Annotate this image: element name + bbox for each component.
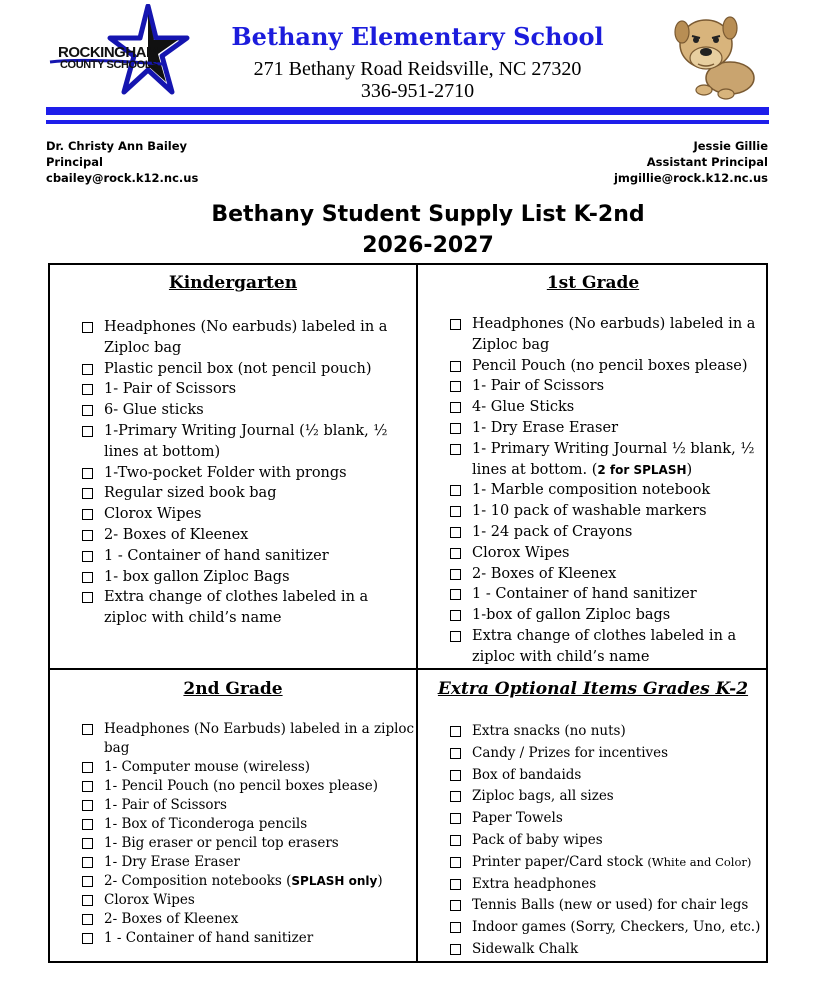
checkbox-icon[interactable]: [450, 726, 461, 737]
checkbox-icon[interactable]: [450, 922, 461, 933]
item-text: [472, 723, 626, 739]
checklist-item: [450, 939, 760, 961]
item-emphasis: SPLASH only: [291, 874, 378, 888]
principal-email[interactable]: cbailey@rock.k12.nc.us: [46, 171, 199, 185]
checkbox-icon[interactable]: [82, 914, 93, 925]
optional-items-list: [450, 721, 760, 961]
checklist-item: [82, 483, 387, 504]
checkbox-icon[interactable]: [450, 835, 461, 846]
item-text: [104, 892, 195, 908]
item-label: 2- Boxes of Kleenex: [104, 911, 239, 927]
checkbox-icon[interactable]: [450, 548, 461, 559]
item-text: [472, 854, 751, 870]
checkbox-icon[interactable]: [450, 319, 461, 330]
checkbox-icon[interactable]: [450, 402, 461, 413]
checklist-item: [82, 929, 414, 948]
checklist-item: [450, 439, 755, 481]
item-label: 1- 24 pack of Crayons: [472, 523, 633, 540]
checklist-item: [82, 400, 387, 421]
item-label: 1- Computer mouse (wireless): [104, 759, 311, 775]
checkbox-icon[interactable]: [82, 530, 93, 541]
checklist-item: [450, 584, 755, 605]
checklist-item: [82, 891, 414, 910]
item-continuation-text: bag: [104, 740, 130, 756]
assistant-principal-email[interactable]: jmgillie@rock.k12.nc.us: [613, 171, 768, 185]
checklist-item: [450, 356, 755, 377]
checkbox-icon[interactable]: [450, 527, 461, 538]
item-emphasis: 2 for SPLASH: [597, 462, 687, 477]
checkbox-icon[interactable]: [450, 900, 461, 911]
checkbox-icon[interactable]: [82, 800, 93, 811]
checklist-item: [450, 543, 755, 564]
checkbox-icon[interactable]: [82, 572, 93, 583]
item-label: 1-Primary Writing Journal (½ blank, ½: [104, 422, 388, 439]
item-text: [104, 548, 329, 564]
checkbox-icon[interactable]: [82, 364, 93, 375]
item-text: [104, 721, 414, 737]
second-grade-heading: 2nd Grade: [183, 679, 283, 699]
checklist-item: [450, 917, 760, 939]
item-text: [472, 919, 760, 935]
checklist-item: [450, 626, 755, 668]
checkbox-icon[interactable]: [450, 748, 461, 759]
checkbox-icon[interactable]: [450, 879, 461, 890]
item-label: 1- Big eraser or pencil top erasers: [104, 835, 339, 851]
checklist-item: [82, 815, 414, 834]
item-text: [104, 797, 227, 813]
item-continuation: [472, 647, 755, 668]
checkbox-icon[interactable]: [450, 770, 461, 781]
checklist-item: [82, 777, 414, 796]
checklist-item: [82, 758, 414, 777]
item-text: [472, 441, 754, 457]
checkbox-icon[interactable]: [450, 569, 461, 580]
item-text: [104, 930, 313, 946]
item-label: 1- Primary Writing Journal ½ blank, ½: [472, 440, 755, 457]
checkbox-icon[interactable]: [450, 485, 461, 496]
item-text: [472, 876, 596, 892]
checklist-item: [450, 830, 760, 852]
kindergarten-cell: [50, 265, 416, 668]
checklist-item: [82, 720, 414, 758]
item-text: [472, 358, 748, 374]
item-label: 2- Boxes of Kleenex: [472, 565, 617, 582]
item-continuation: [472, 460, 755, 481]
checkbox-icon[interactable]: [82, 405, 93, 416]
checkbox-icon[interactable]: [82, 819, 93, 830]
item-text: [104, 589, 368, 605]
checkbox-icon[interactable]: [450, 589, 461, 600]
school-phone: 336-951-2710: [360, 80, 475, 102]
checkbox-icon[interactable]: [82, 551, 93, 562]
checklist-item: [82, 834, 414, 853]
item-text: [472, 399, 574, 415]
item-label: Box of bandaids: [472, 766, 582, 783]
item-text: [472, 941, 578, 957]
item-label: 1 - Container of hand sanitizer: [104, 930, 314, 946]
item-text: [104, 835, 339, 851]
item-text: [104, 778, 378, 794]
item-text: [104, 911, 238, 927]
item-label: Clorox Wipes: [104, 892, 195, 908]
bulldog-mascot-icon: [664, 2, 764, 102]
item-label: 1 - Container of hand sanitizer: [104, 547, 329, 564]
checklist-item: [82, 853, 414, 872]
item-label: 4- Glue Sticks: [472, 399, 575, 416]
item-label: 1- Box of Ticonderoga pencils: [104, 816, 308, 832]
item-label: Ziploc bags, all sizes: [472, 788, 614, 805]
item-text: [472, 316, 755, 332]
item-continuation: [104, 442, 387, 463]
assistant-principal-contact: [560, 138, 768, 186]
checkbox-icon[interactable]: [450, 423, 461, 434]
item-label: Extra change of clothes labeled in a: [472, 627, 737, 644]
first-grade-cell: [418, 265, 768, 668]
item-text: [472, 566, 616, 582]
item-label: 1- Pair of Scissors: [472, 378, 605, 395]
second-grade-list: [82, 720, 414, 948]
checklist-item: [82, 546, 387, 567]
first-grade-list: [450, 314, 755, 668]
item-label: Tennis Balls (new or used) for chair legs: [472, 897, 749, 914]
item-label: Candy / Prizes for incentives: [472, 744, 669, 761]
item-continuation-text: Ziploc bag: [104, 339, 182, 356]
item-label: 1- box gallon Ziploc Bags: [104, 568, 290, 585]
item-text: [104, 381, 236, 397]
item-continuation-end: ): [686, 461, 693, 478]
item-label: 1-Two-pocket Folder with prongs: [104, 464, 347, 481]
item-text: [104, 465, 347, 481]
header-rule-thick: [46, 107, 769, 115]
item-label: Printer paper/Card stock: [472, 853, 648, 870]
item-label: Extra change of clothes labeled in a: [104, 589, 369, 606]
item-text: [472, 524, 632, 540]
item-continuation: [472, 335, 755, 356]
checklist-item: [82, 359, 387, 380]
item-text: [104, 527, 248, 543]
item-text: [104, 319, 387, 335]
item-text: [472, 897, 748, 913]
item-label: Plastic pencil box (not pencil pouch): [104, 360, 372, 377]
item-continuation-text: lines at bottom. (: [472, 461, 598, 478]
item-text: [104, 506, 202, 522]
item-label: 1- Dry Erase Eraser: [104, 854, 240, 870]
checkbox-icon[interactable]: [450, 610, 461, 621]
district-name-line2: COUNTY SCHOOLS: [60, 59, 159, 71]
item-label: Sidewalk Chalk: [472, 940, 579, 957]
item-note: (White and Color): [647, 854, 752, 869]
checkbox-icon[interactable]: [450, 361, 461, 372]
item-continuation-text: ziploc with child’s name: [104, 610, 282, 627]
item-continuation-text: Ziploc bag: [472, 336, 550, 353]
item-text: [472, 586, 697, 602]
page-subtitle-year: 2026-2027: [362, 233, 494, 258]
item-label: Extra headphones: [472, 875, 597, 892]
checkbox-icon[interactable]: [450, 791, 461, 802]
item-label: 1- Dry Erase Eraser: [472, 419, 618, 436]
kindergarten-list: [82, 317, 387, 629]
checklist-item: [82, 587, 387, 629]
item-label: Headphones (No earbuds) labeled in a: [104, 319, 388, 335]
item-continuation: [104, 739, 414, 758]
checkbox-icon[interactable]: [82, 781, 93, 792]
principal-name: Dr. Christy Ann Bailey: [46, 139, 188, 153]
district-name-line1: ROCKINGHAM: [58, 44, 158, 61]
checkbox-icon[interactable]: [82, 426, 93, 437]
item-continuation-text: ziploc with child’s name: [472, 648, 650, 665]
item-label: 1-box of gallon Ziploc bags: [472, 607, 671, 624]
checkbox-icon[interactable]: [82, 762, 93, 773]
item-text: [104, 854, 240, 870]
checklist-item: [450, 721, 760, 743]
checkbox-icon[interactable]: [450, 381, 461, 392]
checkbox-icon[interactable]: [450, 444, 461, 455]
checklist-item: [450, 418, 755, 439]
checklist-item: [450, 522, 755, 543]
checklist-item: [82, 463, 387, 484]
checklist-item: [450, 480, 755, 501]
checklist-item: [82, 525, 387, 546]
item-label: 2- Composition notebooks (: [104, 873, 292, 889]
checklist-item: [450, 376, 755, 397]
checkbox-icon[interactable]: [82, 933, 93, 944]
item-text: [104, 361, 372, 377]
item-text: [472, 482, 710, 498]
checkbox-icon[interactable]: [82, 509, 93, 520]
checkbox-icon[interactable]: [82, 468, 93, 479]
item-text: [472, 767, 581, 783]
item-text: [472, 545, 570, 561]
item-text: [472, 607, 670, 623]
item-label: 1- Pair of Scissors: [104, 381, 237, 398]
page-title: Bethany Student Supply List K-2nd: [211, 202, 645, 227]
checkbox-icon[interactable]: [82, 857, 93, 868]
item-text: [104, 816, 307, 832]
district-logo: [44, 4, 194, 99]
header-rule-thin: [46, 120, 769, 124]
item-text: [472, 420, 618, 436]
optional-items-heading: Extra Optional Items Grades K-2: [437, 679, 749, 699]
item-text: [104, 759, 310, 775]
item-label: Headphones (No Earbuds) labeled in a ziploc: [104, 721, 415, 737]
checklist-item: [450, 314, 755, 356]
item-text: [472, 503, 707, 519]
checkbox-icon[interactable]: [450, 944, 461, 955]
item-label-end: ): [377, 873, 383, 889]
item-label: 1- 10 pack of washable markers: [472, 503, 707, 520]
principal-contact: [46, 138, 198, 186]
item-text: [104, 569, 290, 585]
checkbox-icon[interactable]: [82, 876, 93, 887]
item-label: Extra snacks (no nuts): [472, 723, 626, 739]
checkbox-icon[interactable]: [82, 895, 93, 906]
assistant-principal-title: Assistant Principal: [646, 155, 768, 169]
item-label: 1- Marble composition notebook: [472, 482, 711, 499]
item-text: [472, 810, 563, 826]
checkbox-icon[interactable]: [82, 488, 93, 499]
checkbox-icon[interactable]: [450, 631, 461, 642]
checkbox-icon[interactable]: [450, 506, 461, 517]
item-text: [472, 788, 614, 804]
principal-title: Principal: [46, 155, 103, 169]
checkbox-icon[interactable]: [450, 813, 461, 824]
item-label: 2- Boxes of Kleenex: [104, 526, 249, 543]
checklist-item: [450, 874, 760, 896]
checklist-item: [82, 317, 387, 359]
checkbox-icon[interactable]: [82, 384, 93, 395]
school-name: Bethany Elementary School: [231, 22, 604, 51]
checkbox-icon[interactable]: [450, 857, 461, 868]
checklist-item: [450, 765, 760, 787]
checklist-item: [450, 397, 755, 418]
item-label: Regular sized book bag: [104, 485, 277, 502]
checklist-item: [82, 910, 414, 929]
checklist-item: [82, 872, 414, 891]
item-label: Headphones (No earbuds) labeled in a: [472, 316, 756, 332]
checklist-item: [82, 421, 387, 463]
checklist-item: [82, 567, 387, 588]
item-label: 1- Pencil Pouch (no pencil boxes please): [104, 778, 378, 794]
checkbox-icon[interactable]: [82, 724, 93, 735]
item-text: [472, 378, 604, 394]
assistant-principal-name: Jessie Gillie: [693, 139, 768, 153]
item-label: Paper Towels: [472, 810, 563, 827]
item-continuation: [104, 338, 387, 359]
second-grade-cell: [50, 670, 416, 961]
checklist-item: [82, 379, 387, 400]
checklist-item: [82, 504, 387, 525]
item-label: Indoor games (Sorry, Checkers, Uno, etc.): [472, 919, 761, 936]
item-text: [104, 485, 276, 501]
checkbox-icon[interactable]: [82, 838, 93, 849]
checklist-item: [450, 808, 760, 830]
school-address: 271 Bethany Road Reidsville, NC 27320: [253, 58, 582, 80]
item-label: Pack of baby wipes: [472, 831, 603, 848]
item-text: [104, 873, 383, 889]
checklist-item: [82, 796, 414, 815]
first-grade-heading: 1st Grade: [546, 273, 640, 293]
item-continuation-text: lines at bottom): [104, 443, 221, 460]
item-text: [472, 628, 736, 644]
item-label: Pencil Pouch (no pencil boxes please): [472, 357, 748, 374]
checklist-item: [450, 852, 760, 874]
checklist-item: [450, 501, 755, 522]
item-label: Clorox Wipes: [472, 544, 570, 561]
item-text: [472, 832, 603, 848]
optional-items-cell: [418, 670, 768, 961]
checkbox-icon[interactable]: [82, 592, 93, 603]
checklist-item: [450, 786, 760, 808]
item-label: 1 - Container of hand sanitizer: [472, 586, 697, 603]
kindergarten-heading: Kindergarten: [168, 273, 298, 293]
item-text: [104, 402, 204, 418]
item-label: Clorox Wipes: [104, 506, 202, 523]
checklist-item: [450, 895, 760, 917]
item-text: [104, 423, 387, 439]
item-label: 6- Glue sticks: [104, 402, 204, 419]
checklist-item: [450, 743, 760, 765]
checklist-item: [450, 564, 755, 585]
checklist-item: [450, 605, 755, 626]
item-text: [472, 745, 668, 761]
item-label: 1- Pair of Scissors: [104, 797, 227, 813]
item-continuation: [104, 608, 387, 629]
checkbox-icon[interactable]: [82, 322, 93, 333]
